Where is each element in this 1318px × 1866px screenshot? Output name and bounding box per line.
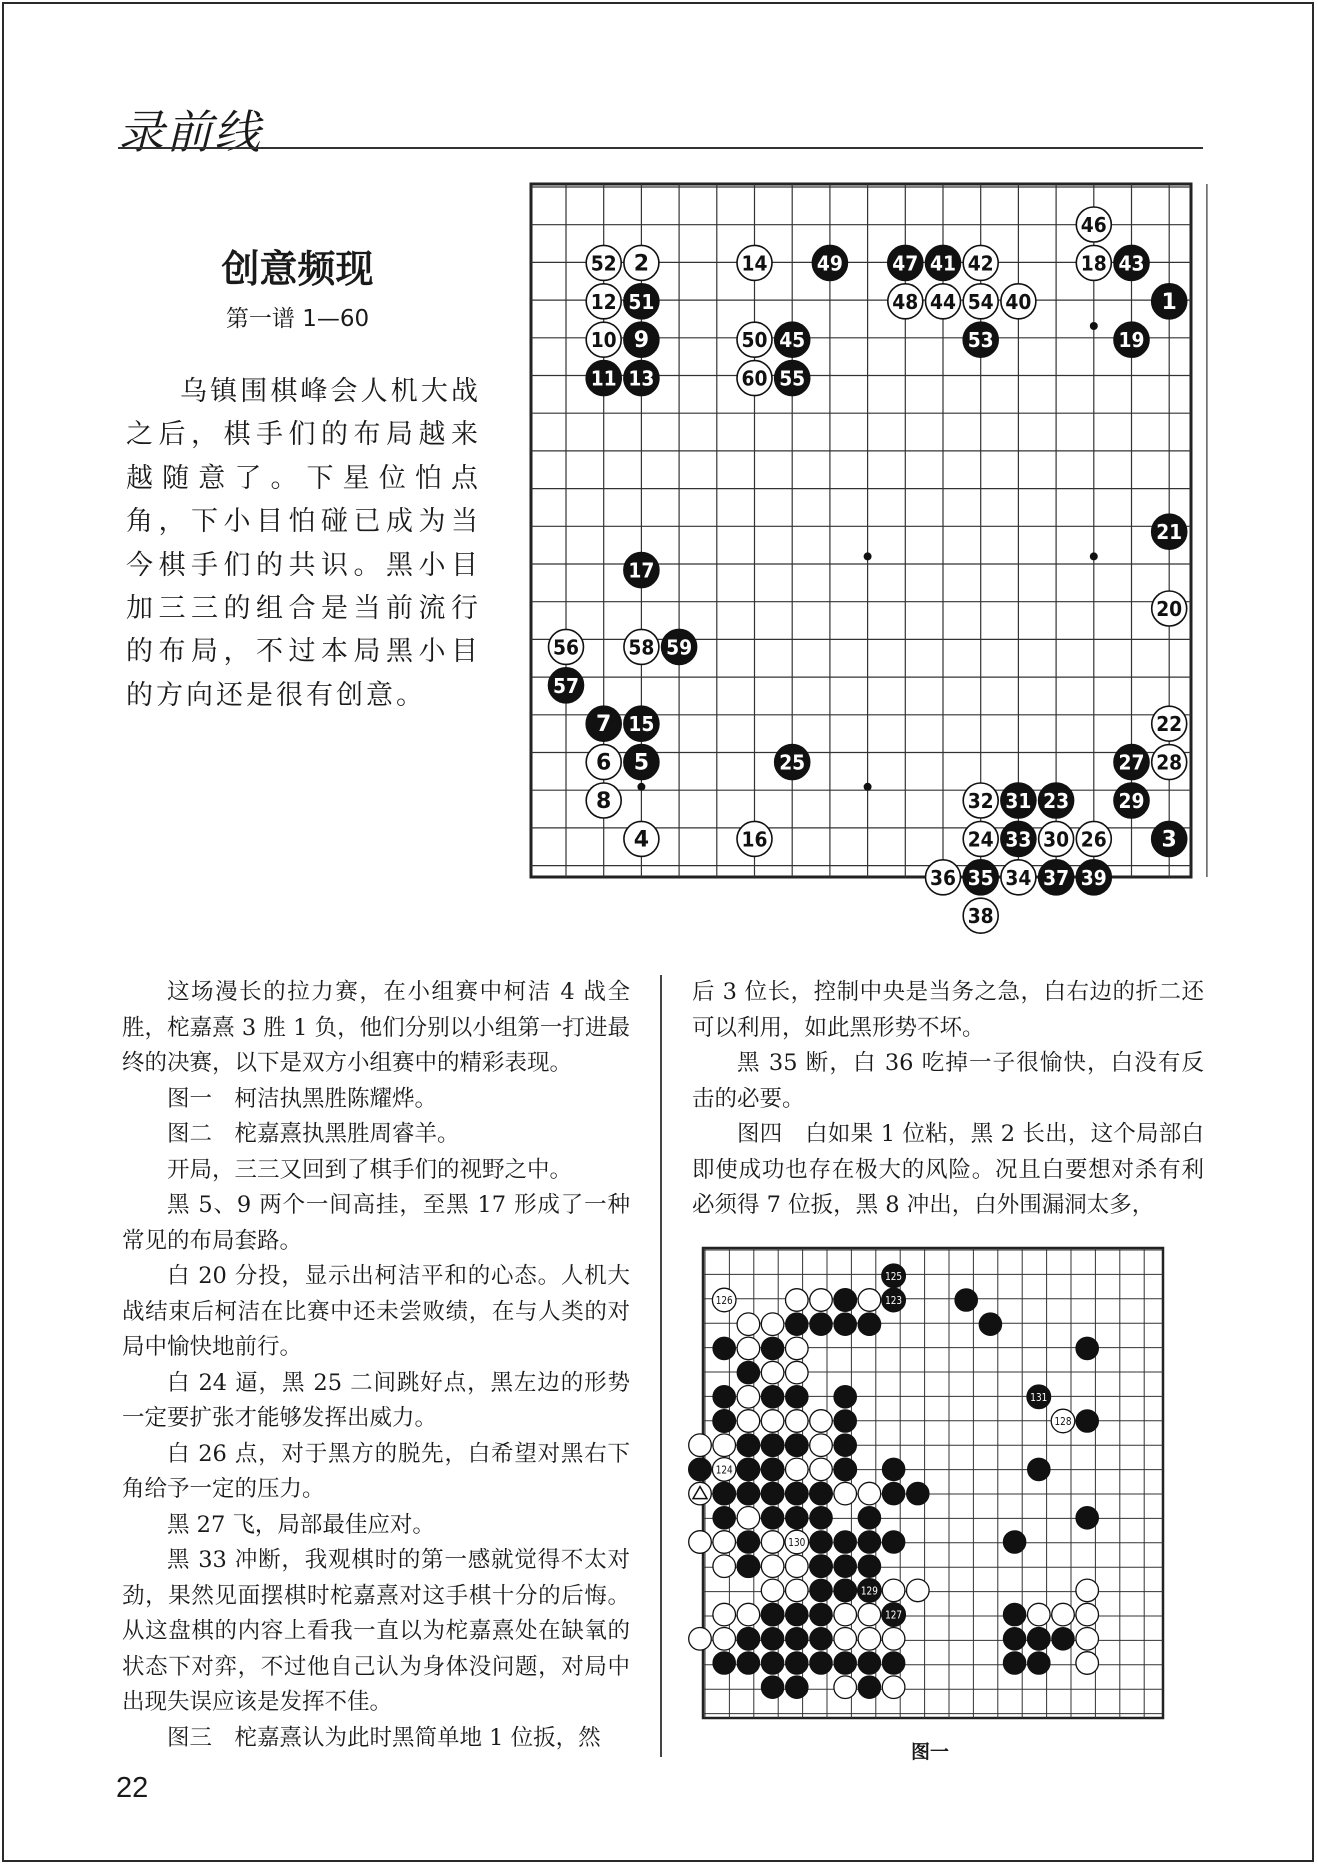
body-right-column	[692, 975, 1204, 1224]
body-paragraph: 后 3 位长，控制中央是当务之急，白右边的折二还可以利用，如此黑形势不坏。	[692, 979, 1204, 1041]
stone-number: 49	[816, 251, 843, 276]
white-stone	[737, 1603, 760, 1626]
figure-caption: 图一	[910, 1741, 949, 1763]
black-stone	[810, 1482, 833, 1505]
stone-number: 36	[930, 865, 956, 890]
white-stone	[786, 1458, 809, 1481]
black-stone	[858, 1531, 881, 1554]
black-stone	[834, 1531, 857, 1554]
stone-number: 17	[628, 558, 655, 583]
black-stone	[858, 1676, 881, 1699]
stone-number: 23	[1043, 789, 1070, 813]
white-stone	[1028, 1603, 1051, 1626]
white-stone	[689, 1531, 712, 1554]
stone-number: 10	[590, 328, 617, 353]
stone-number: 33	[1005, 827, 1032, 852]
white-stone	[1076, 1652, 1099, 1675]
black-stone	[1003, 1628, 1026, 1651]
white-stone	[786, 1289, 809, 1312]
black-stone	[1003, 1603, 1026, 1626]
black-stone	[761, 1628, 784, 1651]
white-stone	[882, 1579, 905, 1602]
white-stone	[810, 1434, 833, 1457]
white-stone	[1076, 1603, 1099, 1626]
white-stone	[858, 1603, 881, 1626]
black-stone	[834, 1434, 857, 1457]
body-paragraph: 这场漫长的拉力赛，在小组赛中柯洁 4 战全胜，柁嘉熹 3 胜 1 负，他们分别以小组第一打进最终的决赛，以下是双方小组赛中的精彩表现。	[122, 979, 630, 1076]
black-stone	[737, 1555, 760, 1578]
black-stone	[737, 1482, 760, 1505]
white-stone	[1076, 1579, 1099, 1602]
stone-number: 38	[967, 904, 994, 929]
stone-number: 51	[628, 289, 655, 314]
stone-number: 48	[892, 289, 919, 314]
black-stone	[1003, 1531, 1026, 1554]
black-stone	[1076, 1507, 1099, 1530]
body-paragraph: 图一 柯洁执黑胜陈耀烨。	[167, 1085, 438, 1112]
black-stone	[858, 1507, 881, 1530]
black-stone	[737, 1628, 760, 1651]
stone-number: 27	[1118, 750, 1145, 775]
black-stone	[810, 1531, 833, 1554]
black-stone	[786, 1628, 809, 1651]
stone-number: 60	[741, 366, 768, 391]
body-paragraph: 黑 35 断，白 36 吃掉一子很愉快，白没有反击的必要。	[692, 1050, 1204, 1112]
black-stone	[1076, 1337, 1099, 1360]
stone-number: 19	[1118, 328, 1145, 353]
stone-number: 32	[967, 789, 994, 813]
white-stone	[713, 1434, 736, 1457]
white-stone	[810, 1458, 833, 1481]
black-stone	[834, 1386, 857, 1409]
white-stone	[713, 1555, 736, 1578]
stone-number: 31	[1005, 789, 1032, 813]
white-stone	[907, 1579, 930, 1602]
black-stone	[761, 1337, 784, 1360]
intro-paragraph: 乌镇围棋峰会人机大战之后，棋手们的布局越来越随意了。下星位怕点角，下小目怕碰已成为当今棋手们的共识。黑小目加三三的组合是当前流行的布局，不过本局黑小目的方向还是很有创意。	[126, 376, 481, 711]
article-title: 创意频现	[221, 247, 374, 291]
body-paragraph: 黑 33 冲断，我观棋时的第一感就觉得不太对劲，果然见面摆棋时柁嘉熹对这手棋十分的后悔。从这盘棋的内容上看我一直以为柁嘉熹处在缺氧的状态下对弈，不过他自己认为身体没问题，对局中出现失误应该是发挥不佳。	[122, 1547, 630, 1715]
stone-number: 34	[1005, 865, 1032, 890]
stone-number: 55	[779, 366, 806, 391]
stone-number: 56	[553, 635, 579, 660]
white-stone	[713, 1603, 736, 1626]
stone-number: 11	[590, 366, 617, 391]
white-stone	[737, 1313, 760, 1336]
black-stone	[786, 1603, 809, 1626]
stone-number: 125	[885, 1270, 903, 1283]
black-stone	[858, 1652, 881, 1675]
white-stone	[761, 1313, 784, 1336]
black-stone	[786, 1676, 809, 1699]
black-stone	[786, 1434, 809, 1457]
black-stone	[955, 1289, 978, 1312]
white-stone	[713, 1628, 736, 1651]
white-stone	[882, 1676, 905, 1699]
stone-number: 40	[1005, 289, 1032, 314]
stone-number: 39	[1080, 865, 1107, 890]
black-stone	[761, 1652, 784, 1675]
black-stone	[713, 1652, 736, 1675]
white-stone	[786, 1361, 809, 1384]
board1-star-point	[637, 783, 645, 791]
stone-number: 2	[633, 251, 650, 277]
white-stone	[834, 1482, 857, 1505]
stone-number: 12	[590, 289, 617, 314]
white-stone	[834, 1603, 857, 1626]
body-paragraph: 图二 柁嘉熹执黑胜周睿羊。	[167, 1121, 460, 1147]
stone-number: 24	[967, 827, 994, 852]
black-stone	[834, 1458, 857, 1481]
stone-number: 128	[1054, 1416, 1072, 1428]
white-stone	[761, 1555, 784, 1578]
white-stone	[761, 1361, 784, 1384]
black-stone	[858, 1313, 881, 1336]
article-subtitle: 第一谱 1—60	[225, 306, 370, 332]
black-stone	[713, 1410, 736, 1433]
stone-number: 13	[628, 366, 655, 391]
black-stone	[834, 1289, 857, 1312]
white-stone	[834, 1628, 857, 1651]
stone-number: 50	[741, 328, 768, 353]
stone-number: 45	[779, 328, 806, 353]
stone-number: 21	[1156, 520, 1183, 545]
white-stone	[737, 1386, 760, 1409]
stone-number: 46	[1080, 213, 1107, 237]
white-stone	[810, 1410, 833, 1433]
black-stone	[882, 1482, 905, 1505]
stone-number: 7	[596, 712, 612, 738]
board1-star-point	[864, 552, 872, 560]
white-stone	[761, 1579, 784, 1602]
stone-number: 52	[590, 251, 617, 276]
stone-number: 25	[779, 750, 806, 775]
black-stone	[1028, 1628, 1051, 1651]
white-stone	[761, 1410, 784, 1433]
black-stone	[737, 1361, 760, 1384]
black-stone	[810, 1652, 833, 1675]
stone-number: 16	[741, 827, 768, 852]
white-stone	[786, 1579, 809, 1602]
stone-number: 20	[1156, 597, 1183, 621]
black-stone	[737, 1652, 760, 1675]
black-stone	[882, 1458, 905, 1481]
body-paragraph: 白 26 点，对于黑方的脱先，白希望对黑右下角给予一定的压力。	[122, 1440, 630, 1502]
white-stone	[882, 1628, 905, 1651]
board1-star-point	[1090, 322, 1098, 330]
black-stone	[810, 1313, 833, 1336]
stone-number: 57	[553, 673, 579, 698]
black-stone	[1028, 1652, 1051, 1675]
black-stone	[713, 1482, 736, 1505]
black-stone	[737, 1531, 760, 1554]
stone-number: 53	[967, 328, 994, 353]
black-stone	[737, 1458, 760, 1481]
stone-number: 41	[930, 251, 956, 276]
running-header: 录前线	[118, 105, 262, 159]
black-stone	[761, 1603, 784, 1626]
stone-number: 131	[1030, 1391, 1048, 1404]
stone-number: 123	[885, 1295, 903, 1307]
black-stone	[761, 1676, 784, 1699]
body-paragraph: 白 20 分投，显示出柯洁平和的心态。人机大战结束后柯洁在比赛中还未尝败绩，在与人类的对局中愉快地前行。	[122, 1263, 630, 1360]
black-stone	[737, 1434, 760, 1457]
black-stone	[761, 1482, 784, 1505]
white-stone	[1076, 1628, 1099, 1651]
white-stone	[1052, 1603, 1075, 1626]
stone-number: 37	[1043, 865, 1070, 890]
stone-number: 8	[596, 789, 612, 814]
body-paragraph: 图三 柁嘉熹认为此时黑简单地 1 位扳，然	[167, 1724, 601, 1751]
white-stone	[713, 1531, 736, 1554]
black-stone	[786, 1507, 809, 1530]
stone-number: 43	[1118, 251, 1145, 276]
black-stone	[713, 1386, 736, 1409]
stone-number: 130	[788, 1537, 806, 1549]
stone-number: 44	[930, 289, 956, 314]
black-stone	[810, 1555, 833, 1578]
black-stone	[761, 1434, 784, 1457]
stone-number: 47	[892, 251, 919, 276]
black-stone	[761, 1386, 784, 1409]
white-stone	[786, 1337, 809, 1360]
black-stone	[810, 1603, 833, 1626]
stone-number: 6	[596, 750, 612, 776]
black-stone	[1003, 1652, 1026, 1675]
body-paragraph: 黑 27 飞，局部最佳应对。	[167, 1511, 435, 1538]
black-stone	[713, 1507, 736, 1530]
black-stone	[810, 1507, 833, 1530]
black-stone	[882, 1652, 905, 1675]
white-stone	[834, 1676, 857, 1699]
body-paragraph: 开局，三三又回到了棋手们的视野之中。	[167, 1156, 573, 1183]
white-stone	[689, 1434, 712, 1457]
black-stone	[834, 1579, 857, 1602]
white-stone	[786, 1555, 809, 1578]
stone-number: 124	[715, 1464, 733, 1477]
stone-number: 1	[1161, 289, 1177, 315]
white-stone	[810, 1289, 833, 1312]
white-stone	[858, 1482, 881, 1505]
black-stone	[834, 1313, 857, 1336]
stone-number: 126	[715, 1295, 733, 1307]
black-stone	[834, 1652, 857, 1675]
white-stone	[737, 1337, 760, 1360]
black-stone	[786, 1482, 809, 1505]
stone-number: 14	[741, 251, 768, 276]
stone-number: 35	[967, 865, 994, 890]
black-stone	[786, 1652, 809, 1675]
stone-number: 15	[628, 712, 655, 737]
white-stone	[858, 1289, 881, 1312]
black-stone	[786, 1386, 809, 1409]
stone-number: 28	[1156, 750, 1183, 775]
white-stone	[858, 1628, 881, 1651]
stone-number: 30	[1043, 827, 1070, 852]
black-stone	[810, 1579, 833, 1602]
stone-number: 127	[885, 1609, 903, 1622]
black-stone	[979, 1313, 1002, 1336]
stone-number: 9	[633, 328, 650, 354]
black-stone	[1076, 1410, 1099, 1433]
page-number: 22	[116, 1772, 149, 1804]
stone-number: 42	[967, 251, 994, 276]
body-paragraph: 黑 5、9 两个一间高挂，至黑 17 形成了一种常见的布局套路。	[122, 1192, 630, 1254]
black-stone	[834, 1555, 857, 1578]
black-stone	[761, 1507, 784, 1530]
board1-star-point	[864, 783, 872, 791]
body-paragraph: 白 24 逼，黑 25 二间跳好点，黑左边的形势一定要扩张才能够发挥出威力。	[122, 1369, 630, 1431]
black-stone	[713, 1337, 736, 1360]
white-stone	[786, 1410, 809, 1433]
body-paragraph: 图四 白如果 1 位粘，黑 2 长出，这个局部白即使成功也存在极大的风险。况且白要想对杀有利必须得 7 位扳，黑 8 冲出，白外围漏洞太多，	[692, 1121, 1204, 1218]
board1-star-point	[1090, 552, 1098, 560]
stone-number: 26	[1080, 827, 1107, 852]
stone-number: 4	[633, 827, 650, 853]
white-stone	[737, 1410, 760, 1433]
body-left-column	[122, 975, 630, 1756]
stone-number: 18	[1080, 251, 1107, 276]
black-stone	[1052, 1628, 1075, 1651]
black-stone	[1028, 1458, 1051, 1481]
stone-number: 3	[1161, 827, 1177, 853]
black-stone	[786, 1313, 809, 1336]
black-stone	[907, 1482, 930, 1505]
stone-number: 58	[628, 635, 655, 660]
black-stone	[761, 1458, 784, 1481]
column-divider	[660, 975, 662, 1757]
stone-number: 29	[1118, 789, 1145, 813]
stone-number: 22	[1156, 712, 1183, 737]
black-stone	[858, 1555, 881, 1578]
stone-number: 54	[967, 289, 994, 314]
stone-number: 59	[666, 635, 693, 660]
black-stone	[810, 1628, 833, 1651]
black-stone	[689, 1458, 712, 1481]
white-stone	[689, 1628, 712, 1651]
stone-number: 5	[633, 750, 650, 776]
black-stone	[882, 1531, 905, 1554]
white-stone	[761, 1531, 784, 1554]
black-stone	[834, 1410, 857, 1433]
white-stone	[737, 1507, 760, 1530]
stone-number: 129	[860, 1585, 878, 1598]
